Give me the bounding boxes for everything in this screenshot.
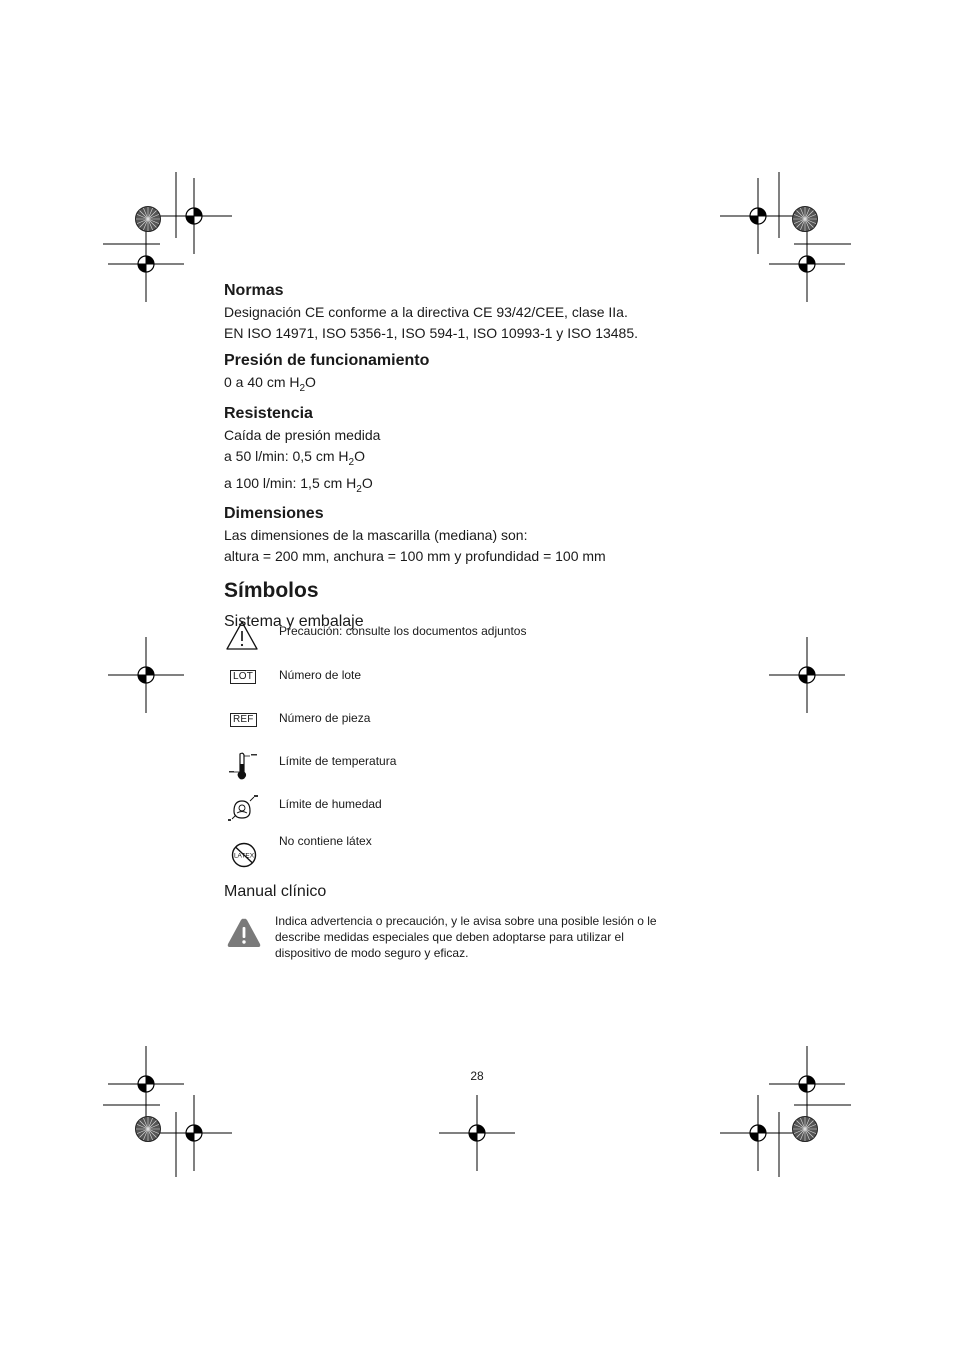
- no-latex-icon: [224, 837, 264, 873]
- resistencia-heading: Resistencia: [224, 404, 313, 422]
- normas-line-1: Designación CE conforme a la directiva CE 93/42/CEE, clase IIa.: [224, 304, 628, 320]
- page-number: 28: [470, 1069, 484, 1083]
- symbol-list: [224, 620, 704, 880]
- thermometer-icon: [224, 750, 264, 786]
- normas-heading: Normas: [224, 282, 284, 299]
- symbol-label: Límite de humedad: [279, 797, 382, 811]
- resistencia-intro: Caída de presión medida: [224, 426, 381, 443]
- resistencia-row-2: a 100 l/min: 1,5 cm $H_2O$: [224, 474, 373, 495]
- resistencia-row-1: a 50 l/min: 0,5 cm $H_2O$: [224, 447, 365, 468]
- warning-text: Indica advertencia o precaución, y le avisa sobre una posible lesión o le describe medidas especiales que deben adoptarse para utilizar el dispositivo de modo seguro y eficaz.: [275, 914, 657, 960]
- symbol-label: No contiene látex: [279, 834, 372, 848]
- simbolos-title: Símbolos: [224, 579, 319, 603]
- warning-filled-triangle-icon: [226, 917, 262, 949]
- symbol-label: Número de pieza: [279, 711, 371, 725]
- normas-line-2: EN ISO 14971, ISO 5356-1, ISO 594-1, ISO 10993-1 y ISO 13485.: [224, 325, 639, 341]
- dimensiones-line-2: altura = 200 mm, anchura = 100 mm y profundidad = 100 mm: [224, 548, 606, 565]
- sistema-heading: Sistema y embalaje: [224, 613, 364, 631]
- lot-icon: LOT: [224, 664, 264, 700]
- humidity-icon: [224, 793, 264, 829]
- warning-block: [224, 913, 704, 973]
- dimensiones-line-1: Las dimensiones de la mascarilla (mediana) son:: [224, 527, 528, 544]
- document-body: [224, 280, 704, 633]
- presion-heading: Presión de funcionamiento: [224, 352, 430, 369]
- symbol-label: Número de lote: [279, 668, 362, 682]
- dimensiones-heading: Dimensiones: [224, 505, 324, 523]
- symbol-label: Precaución: consulte los documentos adjuntos: [279, 624, 527, 638]
- manual-heading: Manual clínico: [224, 883, 327, 900]
- ref-icon: REF: [224, 707, 264, 743]
- symbol-label: Límite de temperatura: [279, 754, 397, 768]
- presion-value: 0 a 40 cm $H_2O$: [224, 374, 316, 394]
- svg-text:LATEX: LATEX: [233, 852, 255, 860]
- caution-triangle-icon: [224, 620, 264, 656]
